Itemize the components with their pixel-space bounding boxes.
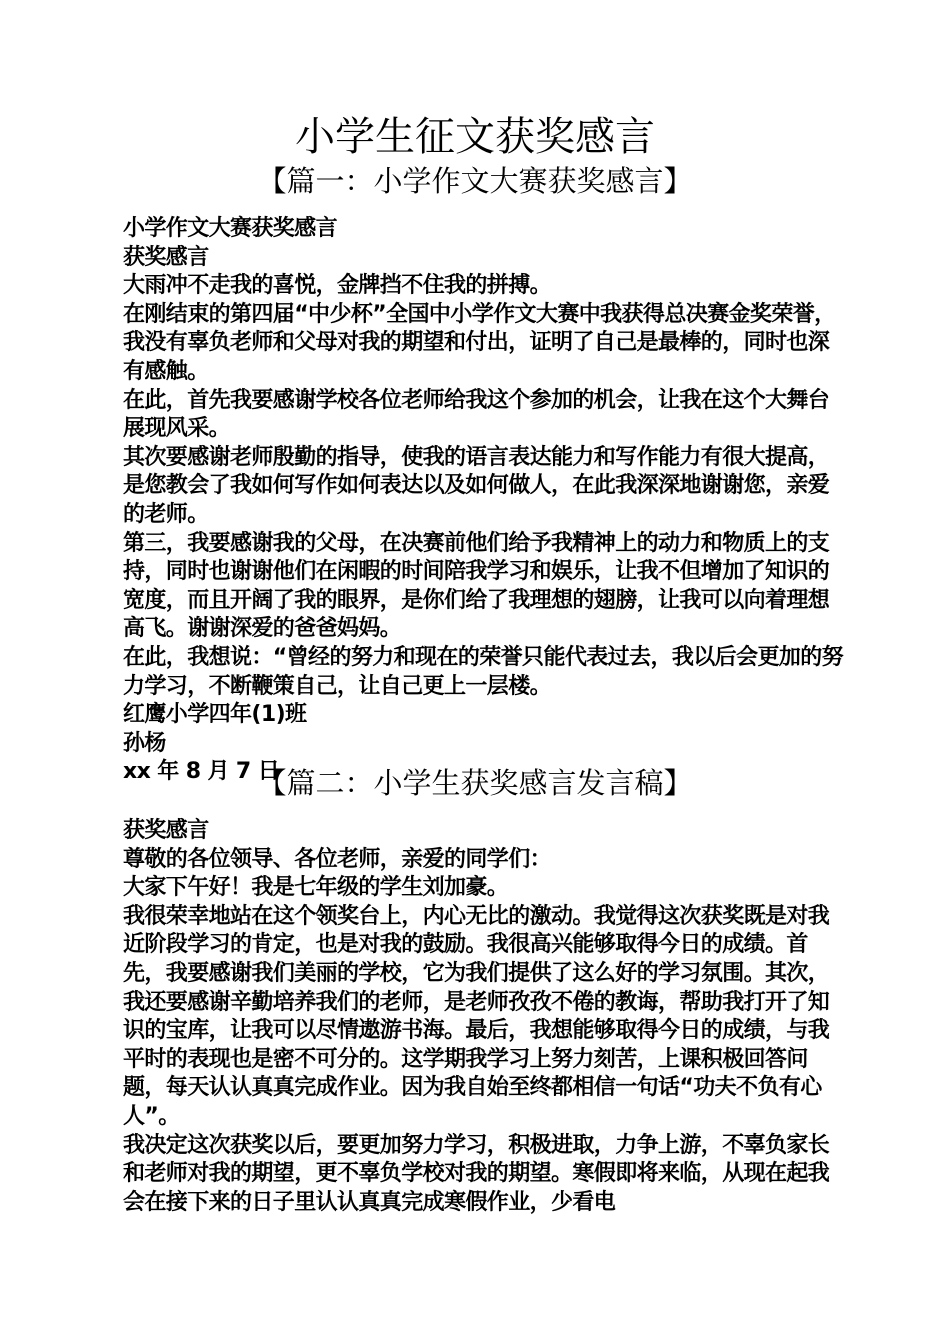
section-heading-2: 【篇二：小学生获奖感言发言稿】: [257, 766, 693, 800]
signature-date: xx 年 8 月 7 日: [123, 759, 280, 785]
section-1-body: [116, 215, 846, 787]
paragraph: 在刚结束的第四届“中少杯”全国中小学作文大赛中我获得总决赛金奖荣誉，我没有辜负老师和父母对我的期望和付出，证明了自己是最棒的，同时也深有感触。: [123, 301, 836, 384]
document-title: 小学生征文获奖感言: [295, 114, 655, 160]
paragraph: 我决定这次获奖以后，要更加努力学习，积极进取，力争上游，不辜负家长和老师对我的期望，更不辜负学校对我的期望。寒假即将来临，从现在起我会在接下来的日子里认认真真完成寒假作业，少看电: [123, 1132, 830, 1215]
paragraph: 第三，我要感谢我的父母，在决赛前他们给予我精神上的动力和物质上的支持，同时也谢谢他们在闲暇的时间陪我学习和娱乐，让我不但增加了知识的宽度，而且开阔了我的眼界，是你们给了我理想的翅膀，让我可以向着理想高飞。谢谢深爱的爸爸妈妈。: [123, 530, 830, 642]
paragraph: 在此，首先我要感谢学校各位老师给我这个参加的机会，让我在这个大舞台展现风采。: [123, 387, 830, 442]
salutation: 尊敬的各位领导、各位老师，亲爱的同学们：: [123, 846, 552, 872]
paragraph: 在此，我想说：“曾经的努力和现在的荣誉只能代表过去，我以后会更加的努力学习，不断鞭策自己，让自己更上一层楼。: [123, 644, 844, 699]
paragraph: 大家下午好！我是七年级的学生刘加豪。: [123, 875, 509, 901]
essay-label: 获奖感言: [123, 244, 209, 270]
section-2-body: [116, 817, 846, 1217]
essay-label: 获奖感言: [123, 818, 209, 843]
essay-subtitle: 小学作文大赛获奖感言: [123, 216, 338, 241]
paragraph: 我很荣幸地站在这个领奖台上，内心无比的激动。我觉得这次获奖既是对我近阶段学习的肯定，也是对我的鼓励。我很高兴能够取得今日的成绩。首先，我要感谢我们美丽的学校，它为我们提供了这么好的学习氛围。其次，我还要感谢辛勤培养我们的老师，是老师孜孜不倦的教诲，帮助我打开了知识的宝库，让我可以尽情遨游书海。最后，我想能够取得今日的成绩，与我平时的表现也是密不可分的。这学期我学习上努力刻苦，上课积极回答问题，每天认认真真完成作业。因为我自始至终都相信一句话“功夫不负有心人”。: [123, 903, 830, 1129]
paragraph: 其次要感谢老师殷勤的指导，使我的语言表达能力和写作能力有很大提高，是您教会了我如何写作如何表达以及如何做人，在此我深深地谢谢您，亲爱的老师。: [123, 444, 830, 527]
section-heading-1: 【篇一：小学作文大赛获奖感言】: [257, 164, 693, 198]
signature-class: 红鹰小学四年(1)班: [123, 702, 307, 728]
signature-name: 孙杨: [123, 730, 166, 756]
paragraph: 大雨冲不走我的喜悦，金牌挡不住我的拼搏。: [123, 273, 552, 299]
